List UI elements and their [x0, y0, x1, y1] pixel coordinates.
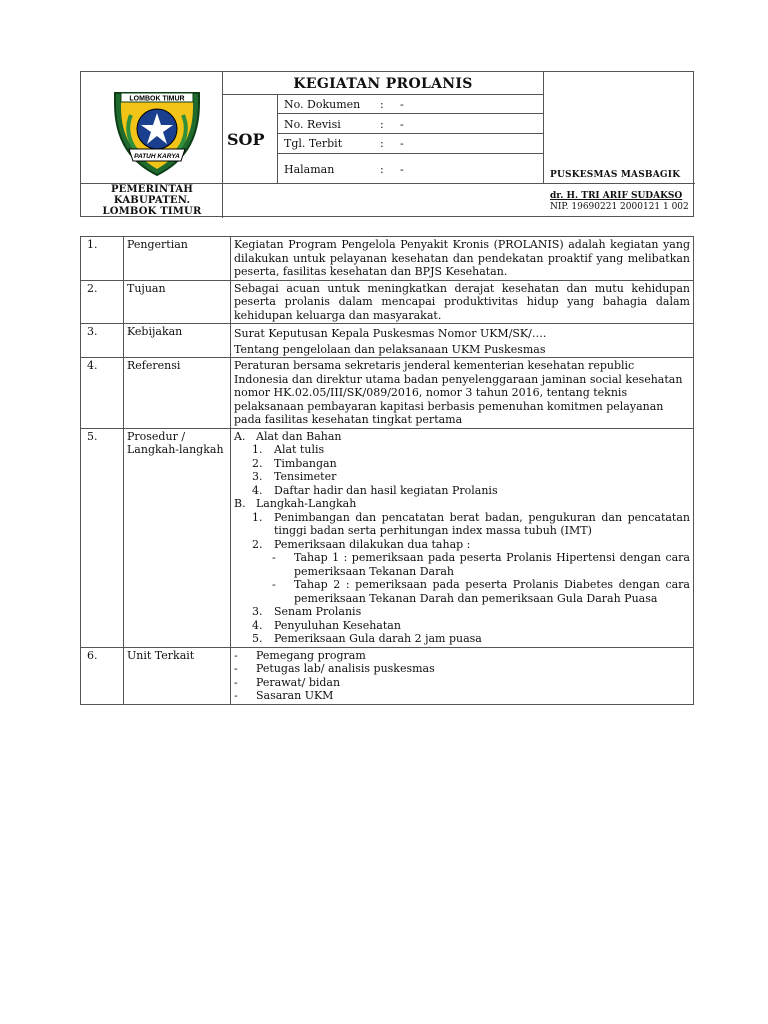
list-text: Perawat/ bidan: [256, 675, 341, 689]
lombok-timur-emblem: [111, 85, 203, 177]
row-number: 1.: [81, 237, 124, 281]
list-marker: 1.: [252, 510, 263, 524]
meta-value: -: [400, 98, 404, 111]
table-row: [81, 237, 694, 281]
list-text: Senam Prolanis: [274, 605, 362, 618]
list-item: [252, 619, 690, 633]
section-marker: B.: [234, 497, 246, 510]
table-row: [81, 428, 694, 647]
logo-text-bottom: PATUH KARYA: [134, 153, 180, 160]
meta-key: Halaman: [284, 163, 335, 176]
list-text: Penyuluhan Kesehatan: [274, 618, 401, 632]
row-number: 6.: [81, 647, 124, 704]
list-text: Pemegang program: [256, 648, 366, 662]
row-label: Pengertian: [124, 237, 231, 281]
list-text: Tensimeter: [274, 470, 337, 483]
list-marker: -: [234, 689, 238, 702]
meta-value: -: [400, 118, 404, 131]
sop-content-table: [80, 236, 694, 705]
list-marker: -: [234, 662, 238, 675]
list-item: [234, 649, 690, 663]
sub-list-marker: -: [272, 551, 276, 564]
list-text: Pemeriksaan dilakukan dua tahap :: [274, 537, 471, 551]
list-item: [252, 632, 690, 646]
issuer-line: KABUPATEN.: [113, 195, 191, 206]
policy-line: Tentang pengelolaan dan pelaksanaan UKM Puskesmas: [234, 342, 546, 356]
list-marker: 2.: [252, 456, 263, 470]
puskesmas-name: PUSKESMAS MASBAGIK: [550, 170, 681, 180]
row-label: Tujuan: [124, 280, 231, 324]
list-item: [252, 443, 690, 457]
row-label: Referensi: [124, 358, 231, 429]
meta-colon: :: [380, 137, 384, 150]
policy-line: Surat Keputusan Kepala Puskesmas Nomor UKM/SK/….: [234, 327, 547, 340]
row-number: 3.: [81, 324, 124, 358]
row-number: 4.: [81, 358, 124, 429]
list-text: Penimbangan dan pencatatan berat badan, pengukuran dan pencatatan tinggi badan serta perhitungan index massa tubuh (IMT): [274, 510, 690, 537]
list-item: [252, 605, 690, 619]
list-text: Timbangan: [274, 456, 337, 470]
sub-list-item: [272, 551, 690, 578]
list-text: Daftar hadir dan hasil kegiatan Prolanis: [274, 483, 498, 497]
list-item: [234, 689, 690, 703]
issuer-line: PEMERINTAH: [110, 184, 194, 195]
list-item: [234, 662, 690, 676]
list-item: [252, 457, 690, 471]
row-content: [231, 647, 694, 704]
document-title: KEGIATAN PROLANIS: [293, 76, 473, 92]
row-label: Prosedur / Langkah-langkah: [124, 428, 231, 647]
list-marker: 4.: [252, 618, 263, 632]
list-text: Pemeriksaan Gula darah 2 jam puasa: [274, 632, 482, 645]
list-marker: 1.: [252, 443, 263, 456]
list-text: Sasaran UKM: [256, 689, 334, 702]
row-content: Peraturan bersama sekretaris jenderal kementerian kesehatan republic Indonesia dan direktur utama badan penyelenggaraan jaminan social kesehatan nomor HK.02.05/III/SK/089/2016, nomor 3 tahun 2016, tentang teknis pelaksanaan pembayaran kapitasi berbasis pemenuhan komitmen pelayanan pada fasilitas kesehatan tingkat pertama: [231, 358, 694, 429]
meta-key: No. Revisi: [284, 118, 341, 131]
row-label: Unit Terkait: [124, 647, 231, 704]
sub-list-text: Tahap 2 : pemeriksaan pada peserta Prolanis Diabetes dengan cara pemeriksaan Tekanan Darah dan pemeriksaan Gula Darah Puasa: [294, 578, 690, 605]
meta-colon: :: [380, 98, 384, 111]
table-row: [81, 358, 694, 429]
row-content: [231, 324, 694, 358]
list-marker: 3.: [252, 605, 263, 618]
sub-list-marker: -: [272, 578, 276, 591]
sop-label: SOP: [227, 130, 265, 149]
issuer-line: LOMBOK TIMUR: [102, 206, 202, 217]
signer-name: dr. H. TRI ARIF SUDAKSO: [550, 191, 683, 201]
table-row: [81, 647, 694, 704]
list-marker: 5.: [252, 632, 263, 645]
list-item: [252, 538, 690, 552]
row-number: 2.: [81, 280, 124, 324]
list-marker: -: [234, 675, 238, 689]
signature-block: [550, 191, 689, 213]
table-row: [81, 280, 694, 324]
list-text: Alat tulis: [274, 443, 325, 456]
section-heading: [234, 430, 690, 444]
list-item: [252, 470, 690, 484]
sub-list-text: Tahap 1 : pemeriksaan pada peserta Prolanis Hipertensi dengan cara pemeriksaan Tekanan Darah: [294, 551, 690, 578]
list-marker: 2.: [252, 537, 263, 551]
row-content: Kegiatan Program Pengelola Penyakit Kronis (PROLANIS) adalah kegiatan yang dilakukan untuk pelayanan kesehatan dan pendekatan proaktif yang melibatkan peserta, fasilitas kesehatan dan BPJS Kesehatan.: [231, 237, 694, 281]
meta-colon: :: [380, 118, 384, 131]
list-item: [234, 676, 690, 690]
meta-key: No. Dokumen: [284, 98, 361, 111]
section-title: Alat dan Bahan: [256, 429, 342, 443]
meta-value: -: [400, 137, 404, 150]
list-marker: 3.: [252, 470, 263, 483]
section-marker: A.: [234, 429, 246, 443]
document-header: [80, 71, 694, 217]
table-row: [81, 324, 694, 358]
row-content: [231, 428, 694, 647]
row-content: Sebagai acuan untuk meningkatkan derajat kesehatan dan mutu kehidupan peserta prolanis dalam mencapai produktivitas hidup yang bahagia dalam kehidupan keluarga dan masyarakat.: [231, 280, 694, 324]
list-item: [252, 484, 690, 498]
signer-nip: NIP. 19690221 2000121 1 002: [550, 202, 689, 212]
logo-text-top: LOMBOK TIMUR: [129, 95, 185, 103]
section-title: Langkah-Langkah: [256, 497, 357, 510]
row-number: 5.: [81, 428, 124, 647]
meta-value: -: [400, 163, 404, 176]
meta-colon: :: [380, 163, 384, 176]
list-marker: -: [234, 648, 238, 662]
sub-list-item: [272, 578, 690, 605]
list-marker: 4.: [252, 483, 263, 497]
row-label: Kebijakan: [124, 324, 231, 358]
section-heading: [234, 497, 690, 511]
list-text: Petugas lab/ analisis puskesmas: [256, 662, 435, 675]
meta-key: Tgl. Terbit: [284, 137, 343, 150]
issuer-block: [81, 184, 223, 217]
list-item: [252, 511, 690, 538]
